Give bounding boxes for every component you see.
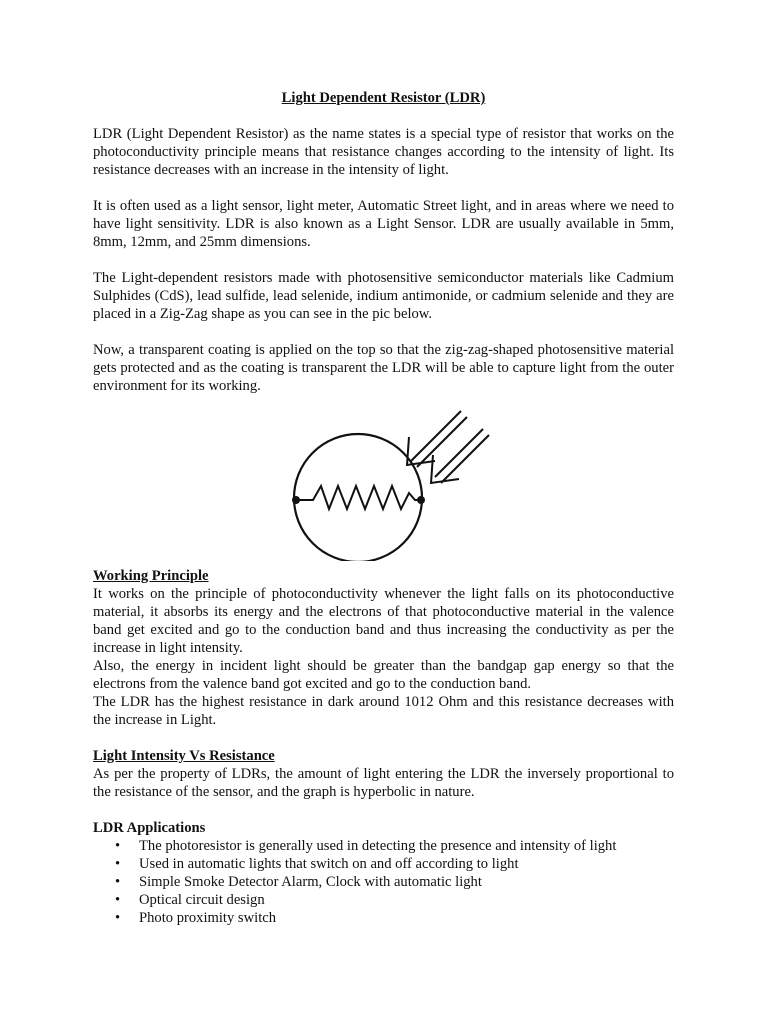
list-item-text: Optical circuit design [139,892,265,908]
intro-paragraph: LDR (Light Dependent Resistor) as the name states is a special type of resistor that works on the photoconductivity principle means that resistance changes according to the intensity of light. Its resistance decreases with an increase in the intensity of light. [93,126,674,178]
materials-paragraph: The Light-dependent resistors made with photosensitive semiconductor materials like Cadmium Sulphides (CdS), lead sulfide, lead selenide, indium antimonide, or cadmium selenide and they are placed in a Zig-Zag shape as you can see in the pic below. [93,270,674,322]
ldr-symbol-icon [291,403,491,561]
resistor-zigzag [296,486,421,509]
terminal-left [292,496,300,504]
light-arrow-2-shaft [435,429,483,477]
working-principle-paragraph-2: Also, the energy in incident light should be greater than the bandgap gap energy so that the electrons from the valence band got excited and go to the conduction band. [93,658,674,692]
list-item [115,837,674,855]
ldr-body-circle [294,434,422,561]
list-item [115,909,674,927]
light-arrow-2-shaft-b [441,435,489,483]
list-item [115,873,674,891]
applications-heading: LDR Applications [93,820,206,836]
light-intensity-heading: Light Intensity Vs Resistance [93,748,275,764]
list-item-text: Used in automatic lights that switch on and off according to light [139,856,519,872]
bullet-icon: • [115,892,121,908]
list-item [115,855,674,873]
usage-paragraph: It is often used as a light sensor, light meter, Automatic Street light, and in areas where we need to have light sensitivity. LDR is also known as a Light Sensor. LDR are usually available in 5mm, 8mm, 12mm, and 25mm dimensions. [93,198,674,250]
ldr-symbol-figure [93,403,674,561]
light-arrow-1-shaft [411,411,461,461]
applications-list [93,837,674,927]
list-item-text: The photoresistor is generally used in detecting the presence and intensity of light [139,838,617,854]
document-body [93,89,674,927]
bullet-icon: • [115,838,121,854]
bullet-icon: • [115,874,121,890]
list-item [115,891,674,909]
bullet-icon: • [115,910,121,926]
list-item-text: Photo proximity switch [139,910,277,926]
light-intensity-paragraph: As per the property of LDRs, the amount of light entering the LDR the inversely proportional to the resistance of the sensor, and the graph is hyperbolic in nature. [93,766,674,800]
light-arrow-1-shaft-b [417,417,467,467]
list-item-text: Simple Smoke Detector Alarm, Clock with automatic light [139,874,482,890]
bullet-icon: • [115,856,121,872]
section-gap [93,801,674,819]
coating-paragraph: Now, a transparent coating is applied on the top so that the zig-zag-shaped photosensitive material gets protected and as the coating is transparent the LDR will be able to capture light from the outer environment for its working. [93,342,674,394]
section-gap [93,729,674,747]
document-title: Light Dependent Resistor (LDR) [281,90,486,106]
working-principle-heading: Working Principle [93,568,209,584]
working-principle-paragraph-1: It works on the principle of photoconductivity whenever the light falls on its photoconductive material, it absorbs its energy and the electrons of that photoconductive material in the valence band get excited and go to the conduction band and thus increasing the conductivity as per the increase in light intensity. [93,586,674,656]
working-principle-paragraph-3: The LDR has the highest resistance in dark around 1012 Ohm and this resistance decreases with the increase in Light. [93,694,674,728]
terminal-right [417,496,425,504]
